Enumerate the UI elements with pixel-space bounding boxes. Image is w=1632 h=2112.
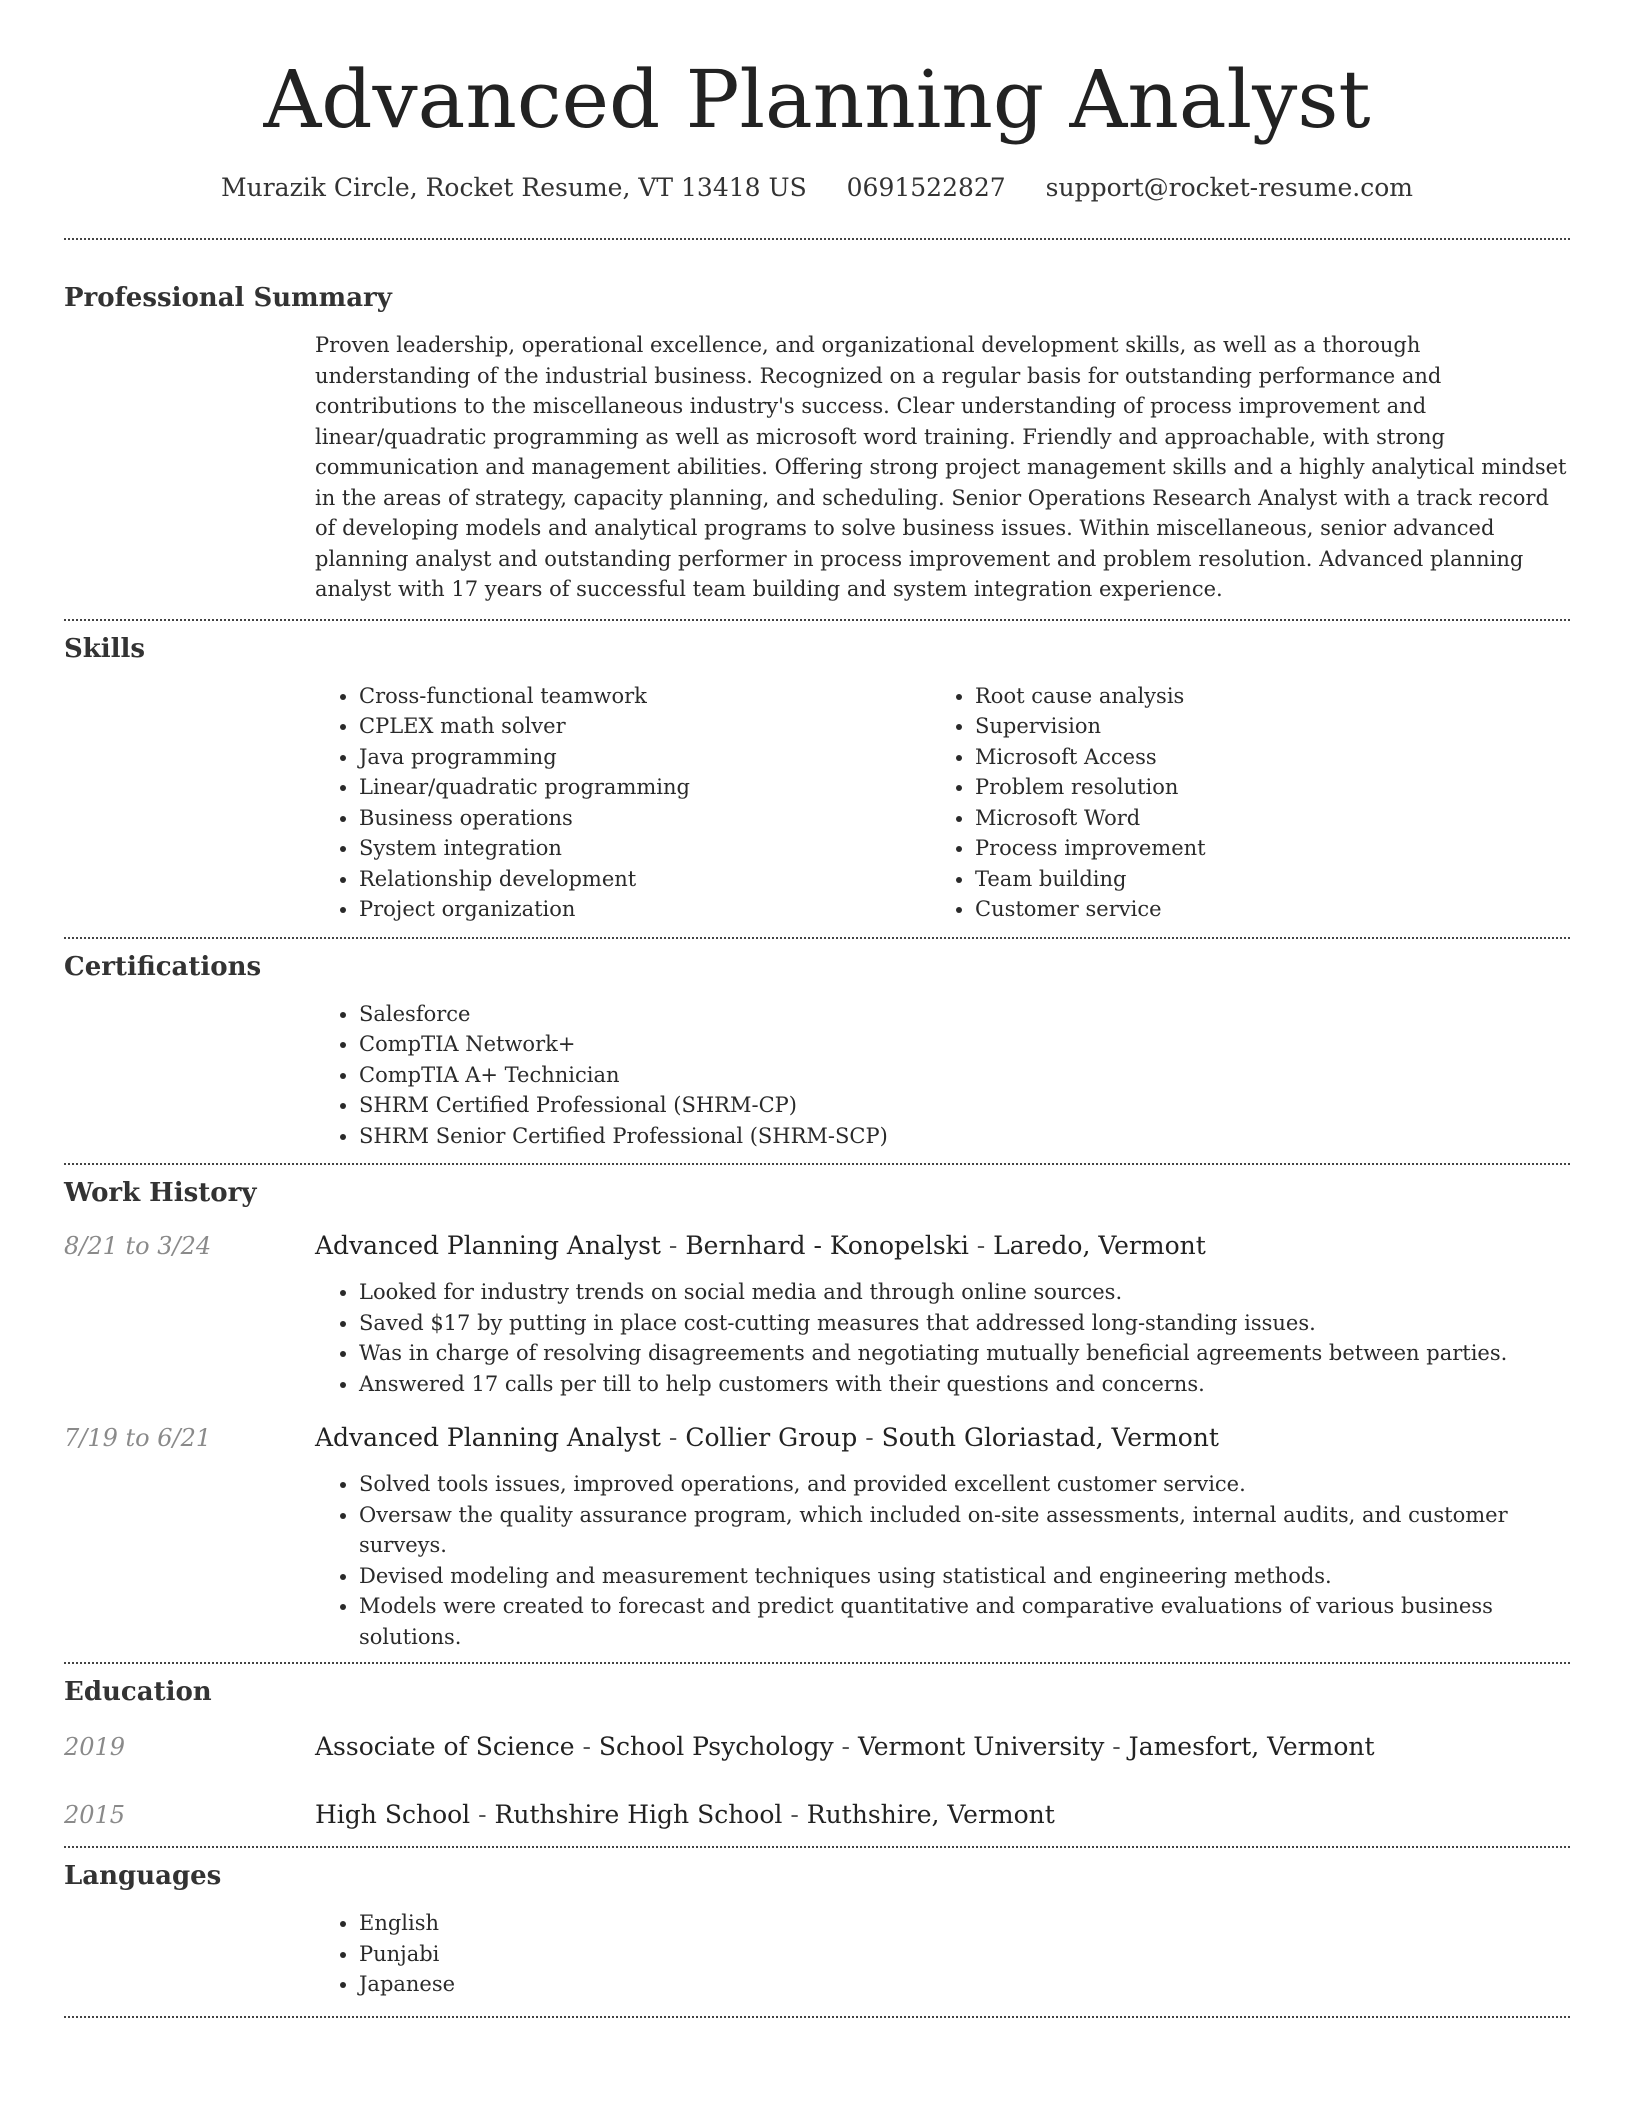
divider — [64, 2016, 1570, 2018]
skill-item: • Business operations — [359, 803, 931, 834]
resume-page — [64, 0, 1570, 2018]
job-role: Advanced Planning Analyst — [315, 1231, 661, 1260]
skill-item: • Problem resolution — [975, 772, 1547, 803]
separator: - — [574, 1732, 599, 1761]
education-location: Jamesfort, Vermont — [1128, 1732, 1375, 1761]
skill-item: • CPLEX math solver — [359, 711, 931, 742]
skills-list-left — [315, 681, 931, 925]
section-languages — [64, 1858, 1570, 2000]
job-title-line — [315, 1421, 1219, 1455]
contact-address: Murazik Circle, Rocket Resume, VT 13418 US — [221, 173, 807, 202]
skill-item: • Supervision — [975, 711, 1547, 742]
job-company: Collier Group — [685, 1423, 858, 1452]
job-title-line — [315, 1229, 1206, 1263]
resume-header — [64, 0, 1570, 206]
education-entry — [64, 1730, 1570, 1764]
divider — [64, 238, 1570, 240]
certification-item: • CompTIA Network+ — [359, 1029, 1570, 1060]
education-degree: Associate of Science — [315, 1732, 575, 1761]
divider — [64, 619, 1570, 621]
job-bullet: • Models were created to forecast and predict quantitative and comparative evaluations of various business solutions. — [359, 1591, 1570, 1652]
education-degree: High School — [315, 1800, 471, 1829]
section-title-work: Work History — [64, 1178, 257, 1208]
job-location: South Gloriastad, Vermont — [881, 1423, 1219, 1452]
separator: - — [470, 1800, 495, 1829]
education-year: 2019 — [64, 1733, 126, 1761]
certification-item: • Salesforce — [359, 999, 1570, 1030]
job-bullet: • Devised modeling and measurement techniques using statistical and engineering methods. — [359, 1561, 1570, 1592]
skills-content — [315, 681, 1570, 925]
divider — [64, 937, 1570, 939]
skill-item: • Cross-functional teamwork — [359, 681, 931, 712]
education-entry — [64, 1798, 1570, 1832]
divider — [64, 1846, 1570, 1848]
divider — [64, 1662, 1570, 1664]
language-item: • English — [359, 1908, 1570, 1939]
separator: - — [660, 1423, 686, 1452]
languages-content — [315, 1908, 1570, 2000]
contact-line — [64, 170, 1570, 206]
separator: - — [782, 1800, 807, 1829]
skill-item: • Project organization — [359, 894, 931, 925]
job-entry — [64, 1421, 1570, 1652]
education-field: School Psychology — [598, 1732, 834, 1761]
job-bullet-list — [315, 1277, 1570, 1399]
skill-item: • Customer service — [975, 894, 1547, 925]
contact-phone: 0691522827 — [846, 173, 1006, 202]
skill-item: • Team building — [975, 864, 1547, 895]
job-bullet-list — [315, 1469, 1570, 1652]
skill-item: • Relationship development — [359, 864, 931, 895]
job-dates: 7/19 to 6/21 — [64, 1424, 212, 1452]
certification-item: • SHRM Certified Professional (SHRM-CP) — [359, 1090, 1570, 1121]
certification-item: • SHRM Senior Certified Professional (SHRM-SCP) — [359, 1121, 1570, 1152]
section-title-education: Education — [64, 1677, 212, 1707]
certifications-list — [315, 999, 1570, 1152]
language-item: • Japanese — [359, 1969, 1570, 2000]
skill-item: • Process improvement — [975, 833, 1547, 864]
separator: - — [968, 1231, 994, 1260]
education-line — [315, 1730, 1375, 1764]
section-title-summary: Professional Summary — [64, 283, 392, 313]
skill-item: • Linear/quadratic programming — [359, 772, 931, 803]
job-bullet: • Solved tools issues, improved operations, and provided excellent customer service. — [359, 1469, 1570, 1500]
contact-email: support@rocket-resume.com — [1045, 173, 1413, 202]
languages-list — [315, 1908, 1570, 2000]
skill-item: • Java programming — [359, 742, 931, 773]
section-certifications — [64, 949, 1570, 1152]
candidate-name: Advanced Planning Analyst — [263, 53, 1371, 146]
language-item: • Punjabi — [359, 1939, 1570, 1970]
education-school: Vermont University — [857, 1732, 1105, 1761]
skills-column-left — [315, 681, 931, 925]
job-header — [64, 1421, 1570, 1455]
summary-text: Proven leadership, operational excellence, and organizational development skills, as well as a thorough understanding of the industrial business. Recognized on a regular basis for outstanding performance and contributions to the miscellaneous industry's success. Clear understanding of process improvement and linear/quadratic programming as well as microsoft word training. Friendly and approachable, with strong communication and management abilities. Offering strong project management skills and a highly analytical mindset in the areas of strategy, capacity planning, and scheduling. Senior Operations Research Analyst with a track record of developing models and analytical programs to solve business issues. Within miscellaneous, senior advanced planning analyst and outstanding performer in process improvement and problem resolution. Advanced planning analyst with 17 years of successful team building and system integration experience. — [315, 333, 1567, 601]
section-work-history — [64, 1175, 1570, 1652]
section-skills — [64, 631, 1570, 925]
section-education — [64, 1674, 1570, 1832]
job-bullets — [315, 1469, 1570, 1652]
job-company: Bernhard - Konopelski — [685, 1231, 969, 1260]
education-school: Ruthshire High School — [494, 1800, 783, 1829]
skill-item: • Root cause analysis — [975, 681, 1547, 712]
section-title-certifications: Certifications — [64, 951, 262, 982]
separator: - — [660, 1231, 686, 1260]
job-bullet: • Answered 17 calls per till to help customers with their questions and concerns. — [359, 1369, 1570, 1400]
certifications-content — [315, 999, 1570, 1152]
job-bullet: • Looked for industry trends on social media and through online sources. — [359, 1277, 1570, 1308]
skills-columns — [315, 681, 1570, 925]
job-bullet: • Saved $17 by putting in place cost-cutting measures that addressed long-standing issues. — [359, 1308, 1570, 1339]
certification-item: • CompTIA A+ Technician — [359, 1060, 1570, 1091]
job-header — [64, 1229, 1570, 1263]
separator: - — [1104, 1732, 1129, 1761]
skill-item: • Microsoft Word — [975, 803, 1547, 834]
skill-item: • System integration — [359, 833, 931, 864]
separator: - — [857, 1423, 882, 1452]
education-location: Ruthshire, Vermont — [806, 1800, 1055, 1829]
skills-list-right — [931, 681, 1547, 925]
job-entry — [64, 1229, 1570, 1399]
skill-item: • Microsoft Access — [975, 742, 1547, 773]
skills-column-right — [931, 681, 1547, 925]
separator: - — [833, 1732, 858, 1761]
job-role: Advanced Planning Analyst — [315, 1423, 661, 1452]
section-summary — [64, 280, 1570, 605]
education-line — [315, 1798, 1055, 1832]
divider — [64, 1163, 1570, 1165]
job-dates: 8/21 to 3/24 — [64, 1232, 212, 1260]
section-title-languages: Languages — [64, 1861, 222, 1891]
education-year: 2015 — [64, 1801, 126, 1829]
job-bullet: • Was in charge of resolving disagreements and negotiating mutually beneficial agreements between parties. — [359, 1338, 1570, 1369]
section-title-skills: Skills — [64, 633, 146, 664]
job-bullets — [315, 1277, 1570, 1399]
job-location: Laredo, Vermont — [993, 1231, 1206, 1260]
job-bullet: • Oversaw the quality assurance program, which included on-site assessments, internal audits, and customer surveys. — [359, 1500, 1570, 1561]
